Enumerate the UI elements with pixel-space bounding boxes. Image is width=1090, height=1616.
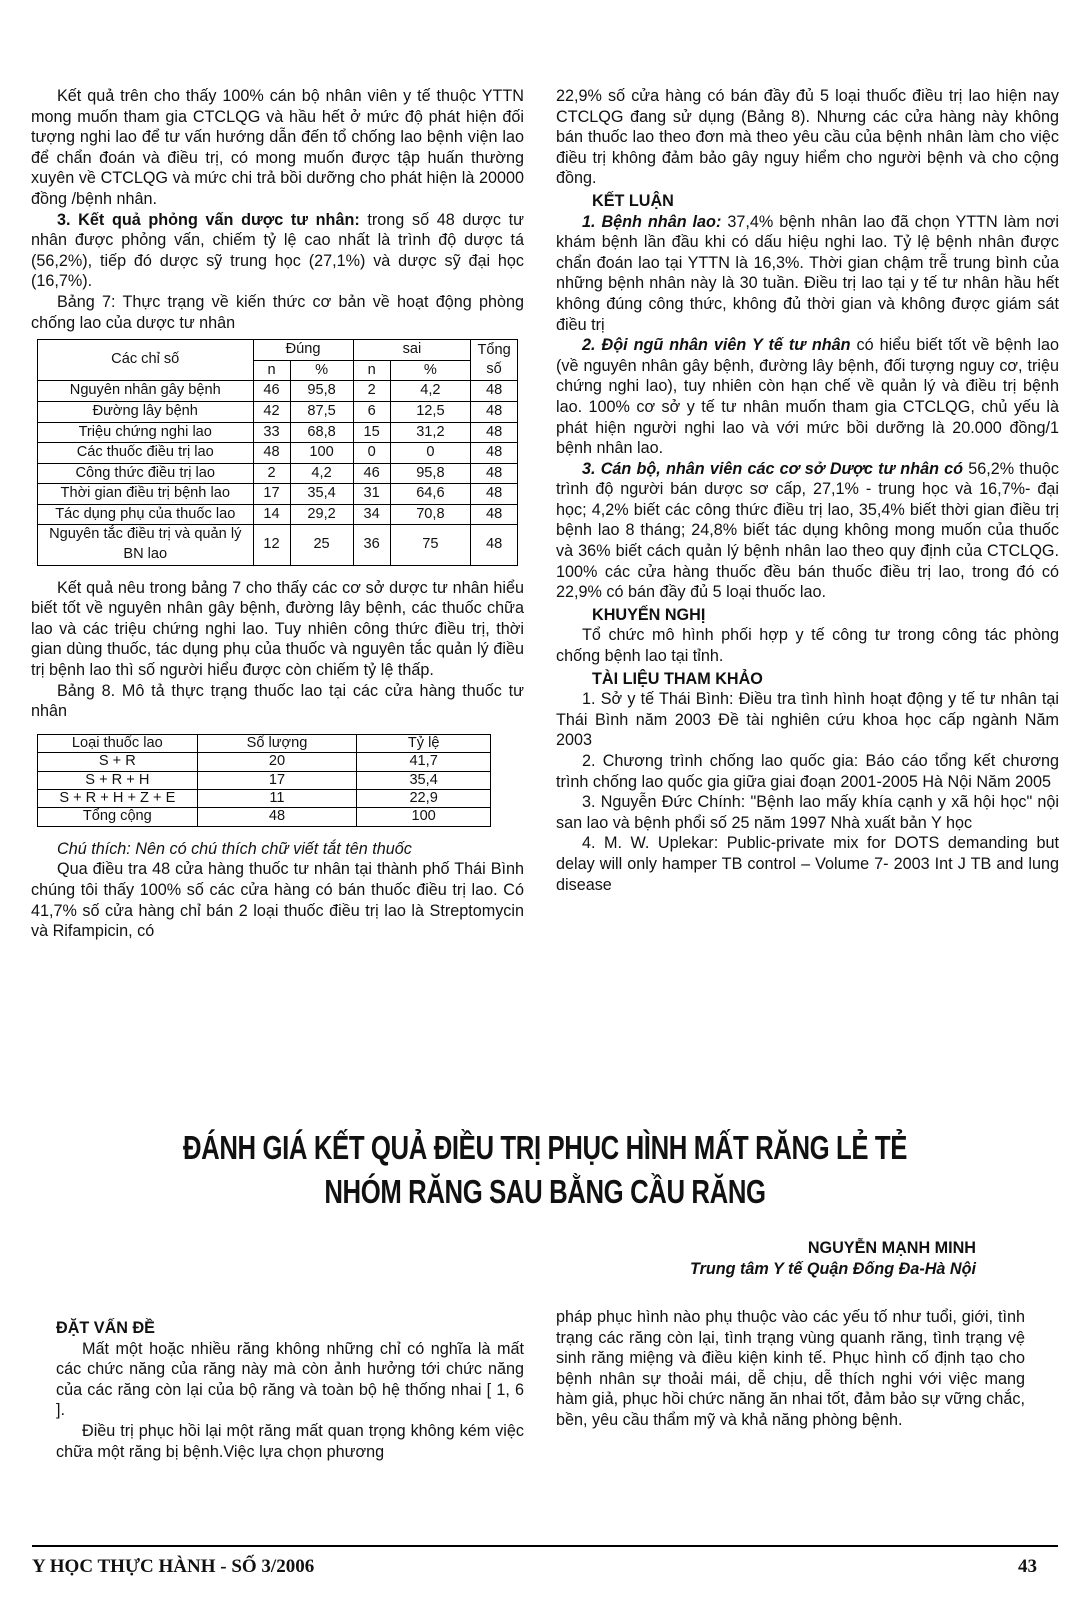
cell: S + R + H + Z + E	[38, 790, 198, 808]
author-name: NGUYỄN MẠNH MINH	[807, 1239, 976, 1257]
header-count: Số lượng	[197, 734, 357, 752]
reference-item: 2. Chương trình chống lao quốc gia: Báo cáo tổng kết chương trình chống lao quốc gia giữa giai đoạn 2001-2005 Hà Nội Năm 2005	[556, 752, 1059, 791]
cell: 17	[253, 484, 290, 505]
table-row	[38, 504, 518, 525]
author-affiliation: Trung tâm Y tế Quận Đống Đa-Hà Nội	[689, 1259, 976, 1278]
header-pct: %	[390, 360, 471, 381]
cell: 75	[390, 525, 471, 565]
conclusion-heading: KẾT LUẬN	[592, 191, 674, 210]
row-label: Các thuốc điều trị lao	[38, 443, 254, 464]
table-row	[38, 525, 518, 565]
cell: 87,5	[290, 401, 353, 422]
cell: 33	[253, 422, 290, 443]
cell: 35,4	[290, 484, 353, 505]
reference-item: 4. M. W. Uplekar: Public-private mix for DOTS demanding but delay will only hamper TB control – Volume 7- 2003 Int J TB and lung disease	[556, 834, 1059, 894]
cell: 46	[253, 381, 290, 402]
conclusion-2-text: có hiểu biết tốt về bệnh lao (về nguyên nhân gây bệnh, đường lây bệnh, đối tượng nguy cơ, triệu chứng nghi lao), tuy nhiên còn hạn chế về quản lý và điều trị bệnh lao. 100% cơ sở y tế tư nhân muốn tham gia CTCLQG, chủ yếu là phát hiện người nghi lao và với mức bồi dưỡng là 20.000 đồng/1 bệnh nhân lao.	[556, 336, 1059, 458]
cell: 95,8	[290, 381, 353, 402]
conclusion-3	[556, 459, 1059, 603]
section-text: trong số 48 dược tư nhân được phỏng vấn, chiếm tỷ lệ cao nhất là trình độ dược tá (56,2%), tiếp đó dược sỹ trung học (27,1%) và dược sỹ đại học (16,7%).	[31, 210, 524, 291]
table-row	[38, 808, 491, 826]
paragraph: Qua điều tra 48 cửa hàng thuốc tư nhân tại thành phố Thái Bình chúng tôi thấy 100% số các cửa hàng có bán thuốc điều trị lao. Có 41,7% số cửa hàng chỉ bán 2 loại thuốc điều trị lao là Streptomycin và Rifampicin, có	[31, 860, 524, 941]
cell: 48	[471, 401, 518, 422]
cell: 48	[253, 443, 290, 464]
table-row	[38, 790, 491, 808]
cell: 41,7	[357, 753, 491, 771]
cell: 48	[471, 381, 518, 402]
cell: 29,2	[290, 504, 353, 525]
section-heading: 3. Kết quả phỏng vấn dược tư nhân:	[57, 210, 360, 229]
cell: Tổng cộng	[38, 808, 198, 826]
article-2-left-column	[56, 1318, 524, 1462]
cell: 48	[471, 463, 518, 484]
cell: 2	[253, 463, 290, 484]
cell: 0	[390, 443, 471, 464]
conclusion-1	[556, 212, 1059, 336]
cell: 0	[353, 443, 390, 464]
cell: 68,8	[290, 422, 353, 443]
recommend-heading: KHUYẾN NGHỊ	[592, 605, 706, 624]
cell: 17	[197, 771, 357, 789]
cell: 70,8	[390, 504, 471, 525]
header-wrong: sai	[353, 340, 471, 361]
row-label: Đường lây bệnh	[38, 401, 254, 422]
cell: 4,2	[390, 381, 471, 402]
cell: 42	[253, 401, 290, 422]
header-drug: Loại thuốc lao	[38, 734, 198, 752]
row-label: Triệu chứng nghi lao	[38, 422, 254, 443]
table-header-row	[38, 340, 518, 361]
cell: 48	[197, 808, 357, 826]
cell: 31	[353, 484, 390, 505]
article-title	[120, 1126, 970, 1214]
references-heading: TÀI LIỆU THAM KHẢO	[592, 669, 763, 688]
cell: 4,2	[290, 463, 353, 484]
header-correct: Đúng	[253, 340, 353, 361]
journal-name: Y HỌC THỰC HÀNH - SỐ 3/2006	[32, 1556, 315, 1577]
cell: S + R + H	[38, 771, 198, 789]
header-n: n	[353, 360, 390, 381]
conclusion-1-head: 1. Bệnh nhân lao:	[582, 212, 722, 231]
cell: 64,6	[390, 484, 471, 505]
reference-item: 3. Nguyễn Đức Chính: "Bệnh lao mấy khía cạnh y xã hội học" nội san lao và bệnh phổi số 25 năm 1997 Nhà xuất bản Y học	[556, 793, 1059, 832]
cell: 12	[253, 525, 290, 565]
row-label: Tác dụng phụ của thuốc lao	[38, 504, 254, 525]
paragraph: pháp phục hình nào phụ thuộc vào các yếu tố như tuổi, giới, tình trạng các răng còn lại, tình trạng vùng quanh răng, tình trạng vệ sinh răng miệng và điều kiện kinh tế. Phục hình cố định tạo cho bệnh nhân sự thoải mái, dễ chịu, dễ thích nghi với việc mang hàm giả, phục hồi chức năng ăn nhai tốt, đảm bảo sự vững chắc, bền, yêu cầu thẩm mỹ và khả năng phòng bệnh.	[556, 1308, 1025, 1429]
conclusion-2-head: 2. Đội ngũ nhân viên Y tế tư nhân	[582, 336, 851, 355]
header-total: Tổng số	[471, 340, 518, 381]
cell: 12,5	[390, 401, 471, 422]
paragraph: 22,9% số cửa hàng có bán đầy đủ 5 loại thuốc điều trị lao hiện nay CTCLQG đang sử dụng (Bảng 8). Nhưng các cửa hàng này không bán thuốc lao theo đơn mà theo yêu cầu của bệnh nhân làm cho việc điều trị không đảm bảo gây nguy hiểm cho người bệnh và cho cộng đồng.	[556, 87, 1059, 188]
cell: 11	[197, 790, 357, 808]
row-label: Nguyên tắc điều trị và quản lý BN lao	[38, 525, 254, 565]
table-row	[38, 753, 491, 771]
cell: 48	[471, 525, 518, 565]
cell: 48	[471, 422, 518, 443]
table-row	[38, 443, 518, 464]
cell: 48	[471, 504, 518, 525]
cell: 2	[353, 381, 390, 402]
header-pct: %	[290, 360, 353, 381]
cell: 36	[353, 525, 390, 565]
paragraph: Kết quả nêu trong bảng 7 cho thấy các cơ sở dược tư nhân hiểu biết tốt về nguyên nhân gây bệnh, đường lây bệnh, các thuốc chữa lao và các triệu chứng nghi lao. Tuy nhiên công thức điều trị, thời gian dùng thuốc, tác dụng phụ của thuốc và nguyên tắc quản lý điều trị bệnh lao thì số người hiểu được còn chiếm tỷ lệ thấp.	[31, 578, 524, 680]
cell: 95,8	[390, 463, 471, 484]
paragraph: Điều trị phục hồi lại một răng mất quan trọng không kém việc chữa một răng bị bệnh.Việc lựa chọn phương	[56, 1421, 524, 1461]
conclusion-1-text: 37,4% bệnh nhân lao đã chọn YTTN làm nơi khám bệnh lần đầu khi có dấu hiệu nghi lao. Tỷ lệ bệnh nhân được chẩn đoán lao tại YTTN là 16,3%. Thời gian chậm trễ trung bình của những bệnh nhân này là 30 tuần. Điều trị lao tại y tế tư nhân hầu hết không đúng công thức, không đủ thời gian và không được giám sát điều trị	[556, 212, 1059, 334]
cell: 100	[290, 443, 353, 464]
cell: 22,9	[357, 790, 491, 808]
header-rate: Tỷ lệ	[357, 734, 491, 752]
article-2-right-column	[556, 1307, 1025, 1431]
cell: 35,4	[357, 771, 491, 789]
table-header-row	[38, 734, 491, 752]
table-row	[38, 422, 518, 443]
page-number: 43	[1018, 1556, 1037, 1577]
cell: 14	[253, 504, 290, 525]
table-row	[38, 401, 518, 422]
table-8	[37, 734, 491, 827]
header-n: n	[253, 360, 290, 381]
left-column	[31, 86, 524, 942]
article-title-line-1: ĐÁNH GIÁ KẾT QUẢ ĐIỀU TRỊ PHỤC HÌNH MẤT RĂNG LẺ TẺ	[182, 1129, 908, 1166]
cell: 48	[471, 484, 518, 505]
recommend-text: Tổ chức mô hình phối hợp y tế công tư trong công tác phòng chống bệnh lao tại tỉnh.	[556, 626, 1059, 666]
author-block	[560, 1238, 976, 1279]
table-8-caption: Bảng 8. Mô tả thực trạng thuốc lao tại các cửa hàng thuốc tư nhân	[31, 681, 524, 721]
conclusion-2	[556, 335, 1059, 459]
table-row	[38, 771, 491, 789]
intro-heading: ĐẶT VẤN ĐỀ	[56, 1319, 155, 1337]
cell: 46	[353, 463, 390, 484]
row-label: Nguyên nhân gây bệnh	[38, 381, 254, 402]
article-title-line-2: NHÓM RĂNG SAU BẰNG CẦU RĂNG	[324, 1173, 766, 1210]
cell: S + R	[38, 753, 198, 771]
cell: 31,2	[390, 422, 471, 443]
row-label: Công thức điều trị lao	[38, 463, 254, 484]
table-note: Chú thích: Nên có chú thích chữ viết tắt tên thuốc	[57, 839, 412, 858]
header-indicator: Các chỉ số	[38, 340, 254, 381]
section-3-paragraph	[31, 210, 524, 292]
cell: 25	[290, 525, 353, 565]
table-row	[38, 463, 518, 484]
row-label: Thời gian điều trị bệnh lao	[38, 484, 254, 505]
cell: 48	[471, 443, 518, 464]
table-row	[38, 484, 518, 505]
reference-item: 1. Sở y tế Thái Bình: Điều tra tình hình hoạt động y tế tư nhân tại Thái Bình năm 2003 Đề tài nghiên cứu khoa học cấp ngành Năm 2003	[556, 690, 1059, 750]
cell: 20	[197, 753, 357, 771]
cell: 15	[353, 422, 390, 443]
footer-divider	[32, 1545, 1058, 1547]
table-7-caption: Bảng 7: Thực trạng về kiến thức cơ bản về hoạt động phòng chống lao của dược tư nhân	[31, 292, 524, 332]
table-row	[38, 381, 518, 402]
table-7	[37, 339, 518, 566]
cell: 34	[353, 504, 390, 525]
conclusion-3-text: 56,2% thuộc trình độ người bán dược sơ cấp, 27,1% - trung học và 16,7%- đại học; 4,2% biết các công thức điều trị lao, 35,4% biết thời gian điều trị bệnh lao 8 tháng; 24,8% biết tác dụng không mong muốn của thuốc và 36% biết cách quản lý bệnh nhân lao theo quy định của CTCLQG. 100% các cửa hàng thuốc đều bán thuốc điều trị lao, trong đó có 22,9% có bán đầy đủ 5 loại thuốc lao.	[556, 459, 1059, 602]
cell: 100	[357, 808, 491, 826]
conclusion-3-head: 3. Cán bộ, nhân viên các cơ sở Dược tư nhân có	[582, 459, 964, 478]
paragraph: Kết quả trên cho thấy 100% cán bộ nhân viên y tế thuộc YTTN mong muốn tham gia CTCLQG và hầu hết ở mức độ phát hiện đối tượng nghi lao để tư vấn hướng dẫn đến tổ chống lao bệnh viện lao để chẩn đoán và điều trị, có mong muốn được tập huấn thường xuyên về CTCLQG và mức chi trả bồi dưỡng cho phát hiện là 20000 đồng /bệnh nhân.	[31, 87, 524, 208]
cell: 6	[353, 401, 390, 422]
right-column	[556, 86, 1059, 895]
paragraph: Mất một hoặc nhiều răng không những chỉ có nghĩa là mất các chức năng của răng này mà còn ảnh hưởng tới chức năng của các răng còn lại của bộ răng và toàn bộ hệ thống nhai [ 1, 6 ].	[56, 1339, 524, 1420]
